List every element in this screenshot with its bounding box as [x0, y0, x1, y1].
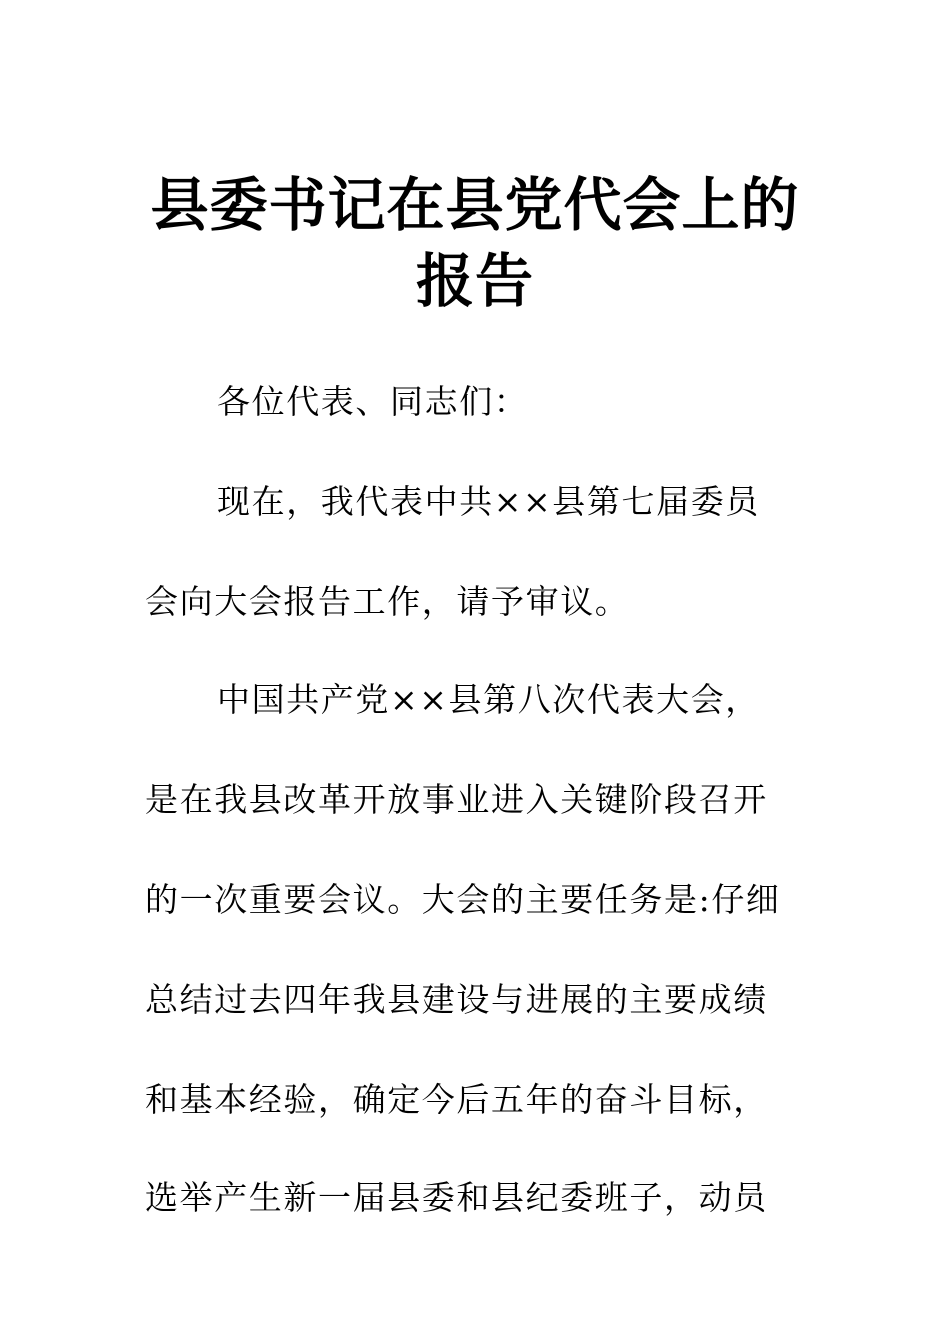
paragraph-2-line-1: 中国共产党××县第八次代表大会，: [217, 680, 760, 719]
paragraph-2-line-2: 是在我县改革开放事业进入关键阶段召开: [145, 780, 768, 819]
paragraph-2-line-3: 的一次重要会议。大会的主要任务是:仔细: [145, 880, 781, 919]
paragraph-2-line-6: 选举产生新一届县委和县纪委班子，动员: [145, 1178, 768, 1217]
paragraph-2-line-5: 和基本经验，确定今后五年的奋斗目标，: [145, 1080, 768, 1119]
document-title: [145, 167, 805, 319]
title-line-1: 县委书记在县党代会上的: [150, 170, 800, 239]
salutation: 各位代表、同志们：: [217, 382, 529, 421]
paragraph-2-line-4: 总结过去四年我县建设与进展的主要成绩: [145, 980, 768, 1019]
paragraph-1-line-2: 会向大会报告工作，请予审议。: [145, 582, 630, 621]
paragraph-1-line-1: 现在，我代表中共××县第七届委员: [217, 482, 760, 521]
title-line-2: 报告: [415, 246, 534, 315]
